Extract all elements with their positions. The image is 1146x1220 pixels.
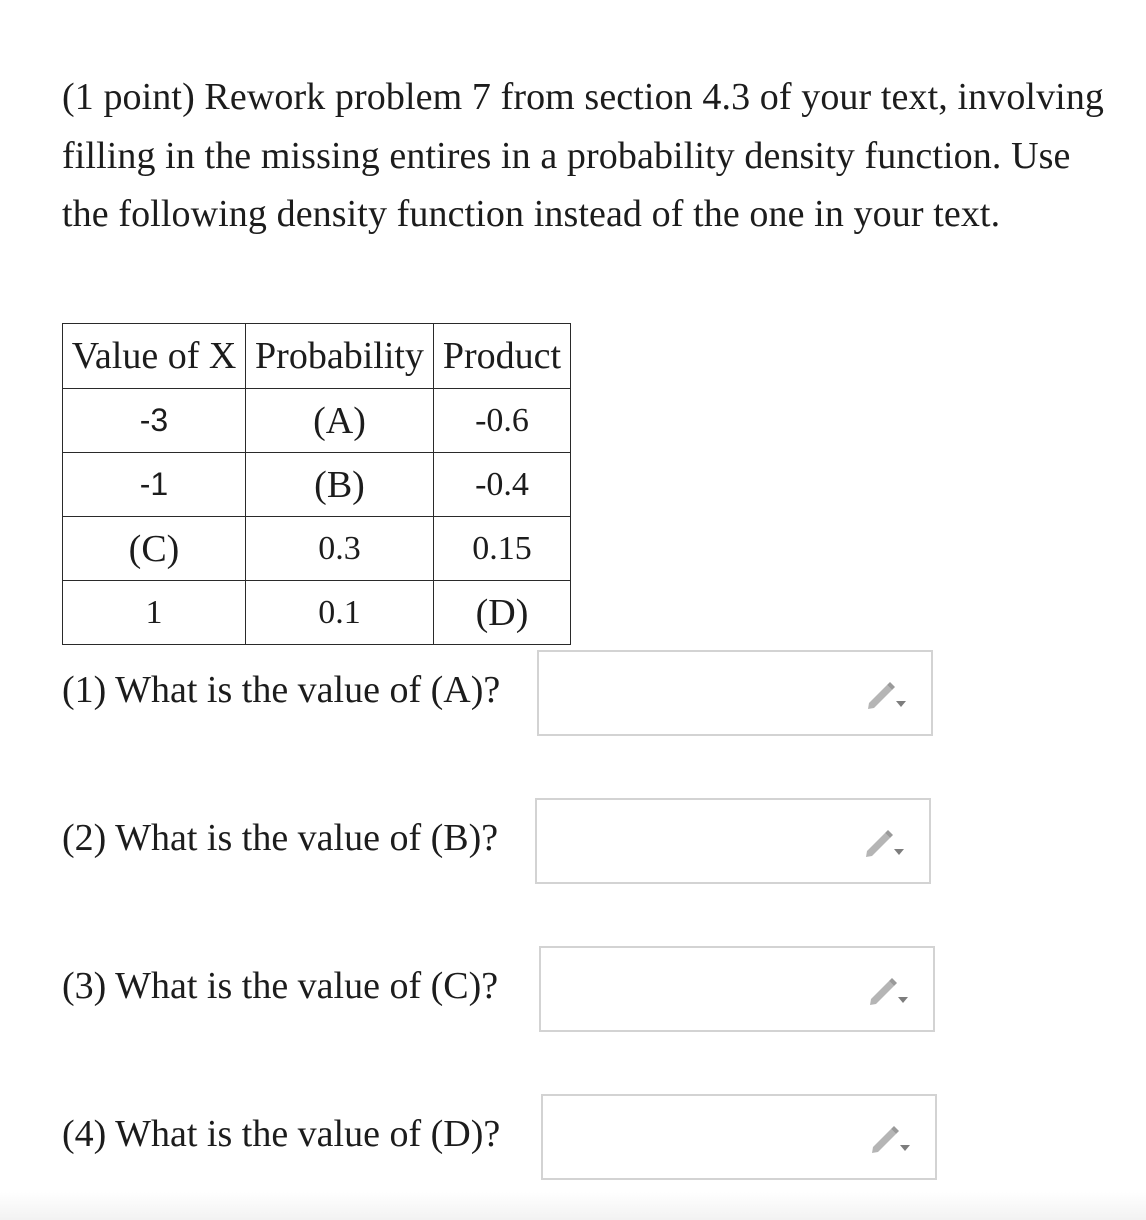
- answer-b-box[interactable]: [535, 798, 931, 884]
- problem-statement: (1 point) Rework problem 7 from section 4.3 of your text, involving filling in the missing entires in a probability density function. Use the following density function instead of the one in your text.: [62, 76, 1105, 235]
- table-row: [63, 581, 571, 645]
- table-row: [63, 453, 571, 517]
- table-cell: -0.4: [434, 453, 571, 517]
- table-cell: 0.15: [434, 517, 571, 581]
- pencil-dropdown-icon[interactable]: [865, 679, 909, 711]
- answer-c-box[interactable]: [539, 946, 935, 1032]
- answer-d-box[interactable]: [541, 1094, 937, 1180]
- answer-a-box[interactable]: [537, 650, 933, 736]
- pencil-dropdown-icon[interactable]: [867, 975, 911, 1007]
- table-cell: (B): [246, 453, 434, 517]
- table-cell: (A): [246, 389, 434, 453]
- table-cell: 1: [63, 581, 246, 645]
- answer-b-input[interactable]: [543, 806, 847, 880]
- question-1-label: (1) What is the value of (A)?: [62, 669, 501, 711]
- pencil-dropdown-icon[interactable]: [863, 827, 907, 859]
- table-cell: (C): [63, 517, 246, 581]
- pencil-dropdown-icon[interactable]: [869, 1123, 913, 1155]
- header-product: Product: [434, 324, 571, 389]
- table-cell: 0.3: [246, 517, 434, 581]
- question-4-label: (4) What is the value of (D)?: [62, 1113, 501, 1155]
- probability-density-table: [62, 323, 571, 645]
- answer-a-input[interactable]: [545, 658, 849, 732]
- answer-c-input[interactable]: [547, 954, 851, 1028]
- table-cell: -1: [63, 453, 246, 517]
- header-probability: Probability: [246, 324, 434, 389]
- question-3-label: (3) What is the value of (C)?: [62, 965, 499, 1007]
- table-row: [63, 389, 571, 453]
- question-2-label: (2) What is the value of (B)?: [62, 817, 499, 859]
- table-cell: -3: [63, 389, 246, 453]
- table-cell: (D): [434, 581, 571, 645]
- table-header-row: [63, 324, 571, 389]
- table-cell: -0.6: [434, 389, 571, 453]
- bottom-edge: [0, 1192, 1146, 1220]
- table-row: [63, 517, 571, 581]
- answer-d-input[interactable]: [549, 1102, 853, 1176]
- header-value-of-x: Value of X: [63, 324, 246, 389]
- table-cell: 0.1: [246, 581, 434, 645]
